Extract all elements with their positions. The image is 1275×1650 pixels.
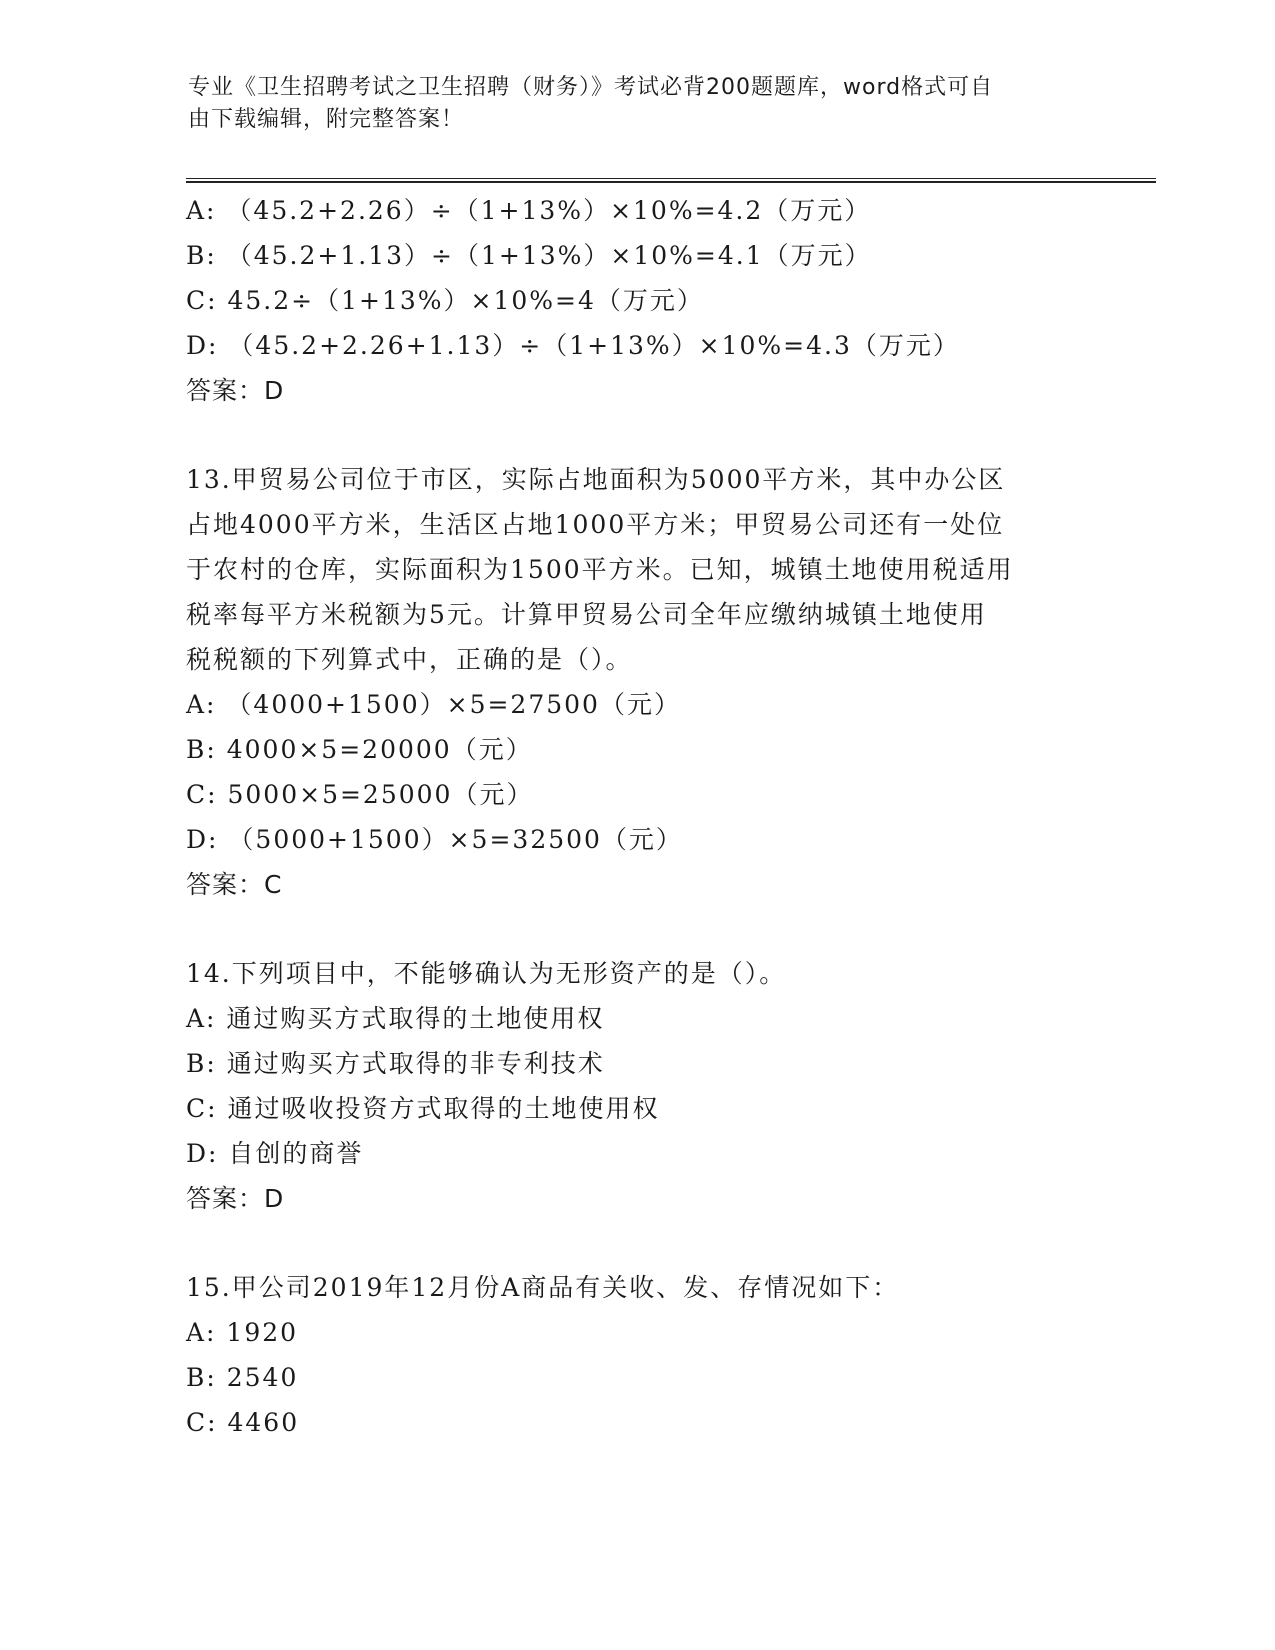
q13-stem-line-4: 税率每平方米税额为5元。计算甲贸易公司全年应缴纳城镇土地使用 xyxy=(186,600,987,629)
header-rule-thick xyxy=(186,181,1156,183)
q13-stem-line-5: 税税额的下列算式中，正确的是（）。 xyxy=(186,645,633,674)
q15-option-b: B: 2540 xyxy=(186,1363,299,1392)
q13-stem-line-3: 于农村的仓库，实际面积为1500平方米。已知，城镇土地使用税适用 xyxy=(186,555,1014,584)
q13-option-d: D: （5000+1500）×5=32500（元） xyxy=(186,825,683,854)
q12-option-c: C: 45.2÷（1+13%）×10%=4（万元） xyxy=(186,286,704,315)
q14-option-b: B: 通过购买方式取得的非专利技术 xyxy=(186,1049,605,1078)
q14-answer: 答案：D xyxy=(186,1184,285,1213)
header-line-1: 专业《卫生招聘考试之卫生招聘（财务）》考试必背200题题库，word格式可自 xyxy=(188,75,994,100)
q15-option-a: A: 1920 xyxy=(186,1318,299,1347)
q12-option-d: D: （45.2+2.26+1.13）÷（1+13%）×10%=4.3（万元） xyxy=(186,331,960,360)
page-header xyxy=(188,72,1068,136)
question-15 xyxy=(186,1265,1086,1445)
q13-stem-line-2: 占地4000平方米，生活区占地1000平方米；甲贸易公司还有一处位 xyxy=(186,510,1005,539)
q13-option-a: A: （4000+1500）×5=27500（元） xyxy=(186,690,681,719)
q12-answer: 答案：D xyxy=(186,376,285,405)
q13-option-c: C: 5000×5=25000（元） xyxy=(186,780,534,809)
q12-option-b: B: （45.2+1.13）÷（1+13%）×10%=4.1（万元） xyxy=(186,241,872,270)
q12-option-a: A: （45.2+2.26）÷（1+13%）×10%=4.2（万元） xyxy=(186,196,872,225)
q14-option-d: D: 自创的商誉 xyxy=(186,1139,364,1168)
question-14 xyxy=(186,951,1086,1221)
q13-stem-line-1: 13.甲贸易公司位于市区，实际占地面积为5000平方米，其中办公区 xyxy=(186,465,1006,494)
q14-stem: 14.下列项目中，不能够确认为无形资产的是（）。 xyxy=(186,959,787,988)
q13-answer: 答案：C xyxy=(186,870,283,899)
question-12 xyxy=(186,188,1086,413)
q15-option-c: C: 4460 xyxy=(186,1408,300,1437)
q14-option-a: A: 通过购买方式取得的土地使用权 xyxy=(186,1004,605,1033)
header-line-2: 由下载编辑，附完整答案！ xyxy=(188,107,465,132)
spacer xyxy=(186,1221,1086,1265)
header-rule-thin xyxy=(186,178,1156,179)
question-13 xyxy=(186,457,1086,907)
spacer xyxy=(186,907,1086,951)
question-content xyxy=(186,188,1086,1445)
q13-option-b: B: 4000×5=20000（元） xyxy=(186,735,533,764)
spacer xyxy=(186,413,1086,457)
q14-option-c: C: 通过吸收投资方式取得的土地使用权 xyxy=(186,1094,660,1123)
q15-stem: 15.甲公司2019年12月份A商品有关收、发、存情况如下： xyxy=(186,1273,900,1302)
